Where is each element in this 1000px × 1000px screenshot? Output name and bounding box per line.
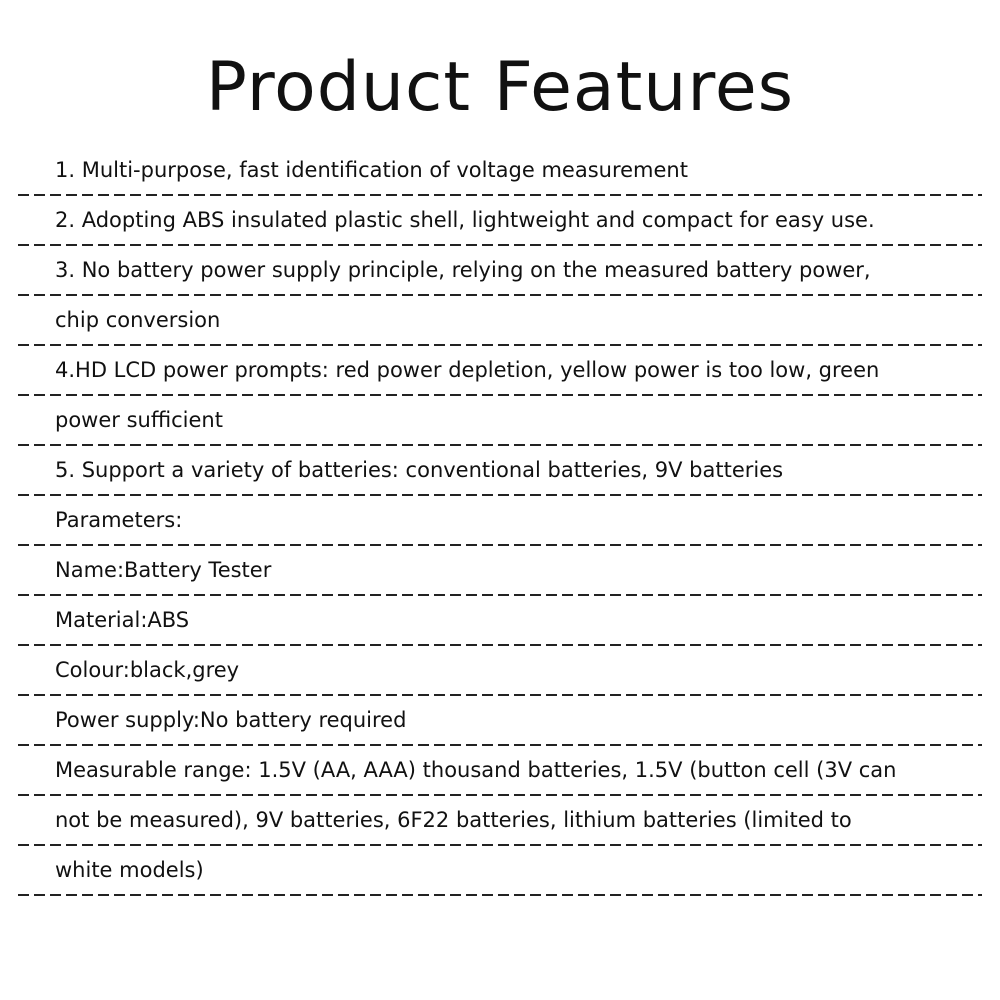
list-item [0,245,1000,295]
line-text: Measurable range: 1.5V (AA, AAA) thousand batteries, 1.5V (button cell (3V can [55,758,897,782]
list-item [0,595,1000,645]
line-text: Power supply:No battery required [55,708,407,732]
line-text: Parameters: [55,508,183,532]
line-text: Name:Battery Tester [55,558,272,582]
list-item [0,445,1000,495]
line-text: Colour:black,grey [55,658,240,682]
list-item [0,645,1000,695]
line-text: white models) [55,858,204,882]
dashed-divider [18,894,982,896]
list-item [0,695,1000,745]
list-item [0,495,1000,545]
list-item [0,845,1000,895]
list-item [0,345,1000,395]
line-text: 1. Multi-purpose, fast identification of voltage measurement [55,158,688,182]
line-text: Material:ABS [55,608,190,632]
list-item [0,745,1000,795]
line-text: 3. No battery power supply principle, relying on the measured battery power, [55,258,871,282]
line-text: not be measured), 9V batteries, 6F22 batteries, lithium batteries (limited to [55,808,852,832]
line-text: 4.HD LCD power prompts: red power depletion, yellow power is too low, green [55,358,880,382]
line-text: 5. Support a variety of batteries: conventional batteries, 9V batteries [55,458,784,482]
list-item [0,395,1000,445]
list-item [0,545,1000,595]
line-text: 2. Adopting ABS insulated plastic shell, lightweight and compact for easy use. [55,208,875,232]
list-item [0,145,1000,195]
line-text: power sufficient [55,408,223,432]
page-title: Product Features [205,48,795,127]
list-item [0,795,1000,845]
line-text: chip conversion [55,308,221,332]
list-item [0,195,1000,245]
list-item [0,295,1000,345]
feature-list [0,145,1000,895]
